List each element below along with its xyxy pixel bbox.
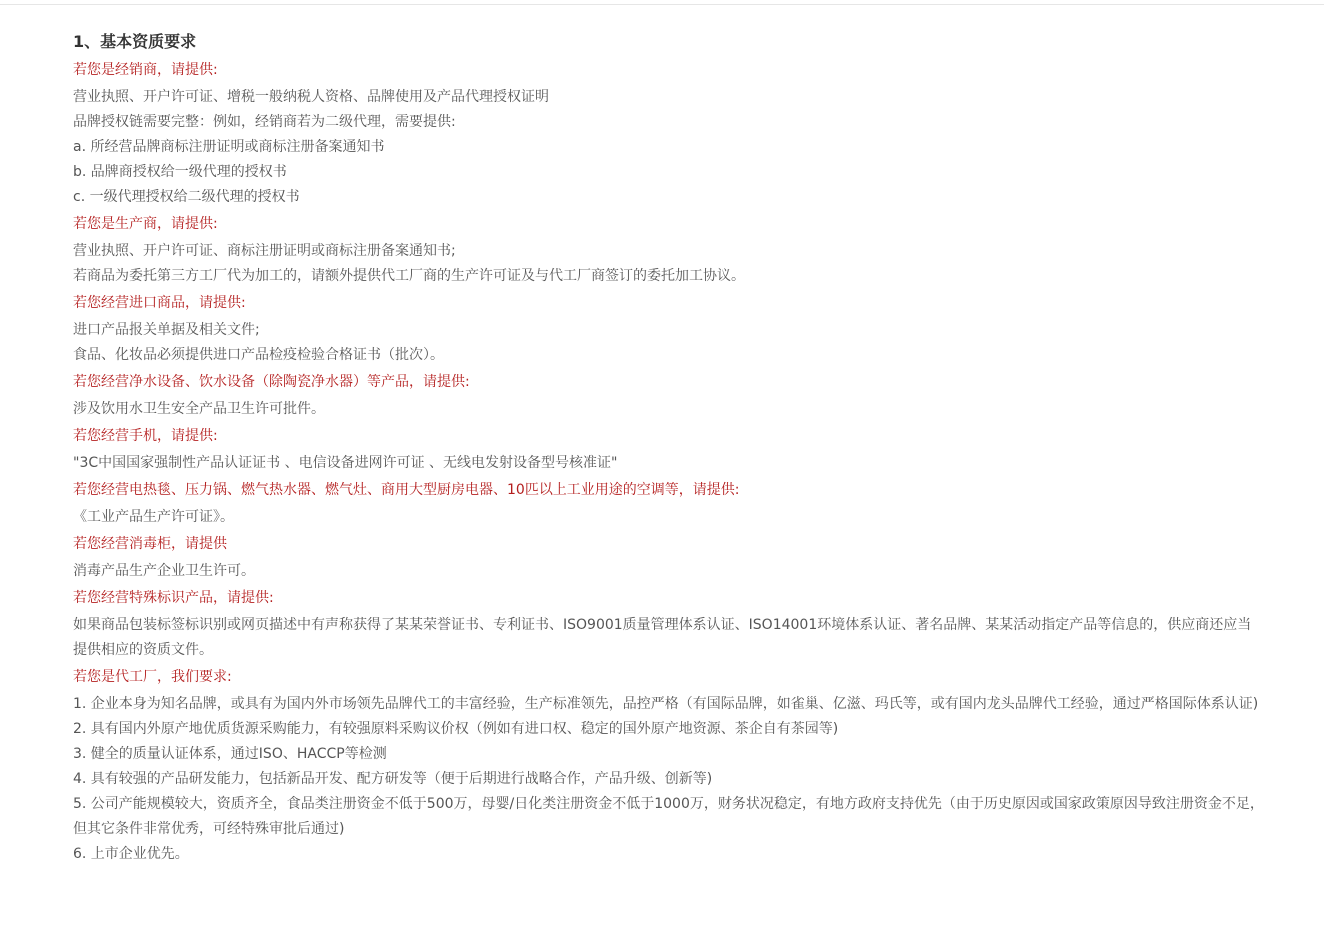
requirement-line: a. 所经营品牌商标注册证明或商标注册备案通知书 xyxy=(73,139,385,155)
requirement-line: 营业执照、开户许可证、增税一般纳税人资格、品牌使用及产品代理授权证明 xyxy=(73,89,549,105)
section-water-equipment xyxy=(73,370,1273,422)
section-distributor xyxy=(73,58,1273,210)
section-title: 1、基本资质要求 xyxy=(73,32,197,51)
section-heading: 若您经营特殊标识产品，请提供: xyxy=(73,590,274,606)
section-heading: 若您经营电热毯、压力锅、燃气热水器、燃气灶、商用大型厨房电器、10匹以上工业用途的空调等，请提供: xyxy=(73,482,740,498)
requirement-item: 4. 具有较强的产品研发能力，包括新品开发、配方研发等（便于后期进行战略合作，产品升级、创新等) xyxy=(73,771,713,787)
requirement-line: 进口产品报关单据及相关文件; xyxy=(73,322,260,338)
requirement-line: 若商品为委托第三方工厂代为加工的，请额外提供代工厂商的生产许可证及与代工厂商签订的委托加工协议。 xyxy=(73,268,745,284)
requirement-paragraph: 如果商品包装标签标识别或网页描述中有声称获得了某某荣誉证书、专利证书、ISO9001质量管理体系认证、ISO14001环境体系认证、著名品牌、某某活动指定产品等信息的，供应商还应当提供相应的资质文件。 xyxy=(73,617,1252,658)
requirement-line: c. 一级代理授权给二级代理的授权书 xyxy=(73,189,300,205)
requirement-line: 营业执照、开户许可证、商标注册证明或商标注册备案通知书; xyxy=(73,243,456,259)
section-heading: 若您经营手机，请提供: xyxy=(73,428,218,444)
requirement-line: b. 品牌商授权给一级代理的授权书 xyxy=(73,164,287,180)
requirement-item: 5. 公司产能规模较大，资质齐全，食品类注册资金不低于500万，母婴/日化类注册资金不低于1000万，财务状况稳定，有地方政府支持优先（由于历史原因或国家政策原因导致注册资金不足，但其它条件非常优秀，可经特殊审批后通过) xyxy=(73,796,1264,837)
section-appliances xyxy=(73,478,1273,530)
requirement-item: 2. 具有国内外原产地优质货源采购能力，有较强原料采购议价权（例如有进口权、稳定的国外原产地资源、茶企自有茶园等) xyxy=(73,721,839,737)
qualification-requirements xyxy=(73,30,1273,867)
section-manufacturer xyxy=(73,212,1273,289)
requirement-line: "3C中国国家强制性产品认证证书 、电信设备进网许可证 、无线电发射设备型号核准证" xyxy=(73,455,618,471)
section-heading: 若您经营净水设备、饮水设备（除陶瓷净水器）等产品，请提供: xyxy=(73,374,470,390)
requirement-item: 6. 上市企业优先。 xyxy=(73,846,189,862)
section-heading: 若您是经销商，请提供: xyxy=(73,62,218,78)
requirement-line: 《工业产品生产许可证》。 xyxy=(73,509,234,525)
requirement-line: 品牌授权链需要完整：例如，经销商若为二级代理，需要提供: xyxy=(73,114,456,130)
section-heading: 若您经营进口商品，请提供: xyxy=(73,295,246,311)
requirement-line: 消毒产品生产企业卫生许可。 xyxy=(73,563,255,579)
section-heading: 若您是代工厂，我们要求: xyxy=(73,669,232,685)
section-disinfection-cabinet xyxy=(73,532,1273,584)
section-special-labels xyxy=(73,586,1273,663)
section-mobile-phone xyxy=(73,424,1273,476)
top-divider xyxy=(0,4,1324,5)
section-oem-factory xyxy=(73,665,1273,867)
requirement-line: 食品、化妆品必须提供进口产品检疫检验合格证书（批次）。 xyxy=(73,347,444,363)
requirement-item: 3. 健全的质量认证体系，通过ISO、HACCP等检测 xyxy=(73,746,387,762)
section-heading: 若您是生产商，请提供: xyxy=(73,216,218,232)
section-imported-goods xyxy=(73,291,1273,368)
requirement-item: 1. 企业本身为知名品牌，或具有为国内外市场领先品牌代工的丰富经验，生产标准领先，品控严格（有国际品牌，如雀巢、亿滋、玛氏等，或有国内龙头品牌代工经验，通过严格国际体系认证) xyxy=(73,696,1259,712)
section-heading: 若您经营消毒柜，请提供 xyxy=(73,536,227,552)
requirement-line: 涉及饮用水卫生安全产品卫生许可批件。 xyxy=(73,401,325,417)
